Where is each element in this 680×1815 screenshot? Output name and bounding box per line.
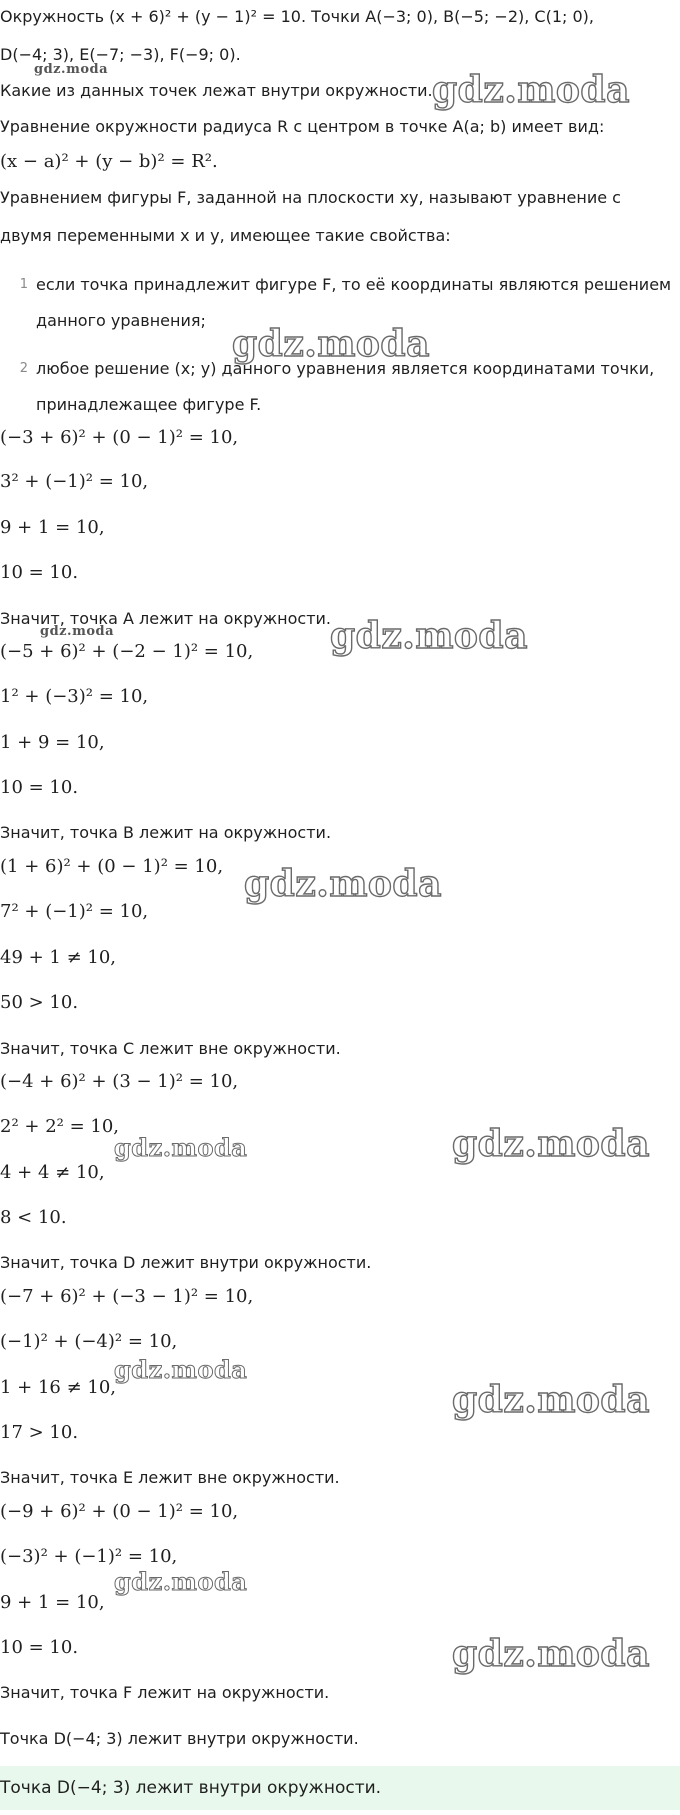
text-line: Значит, точка C лежит вне окружности.: [0, 1039, 341, 1058]
watermark-logo: gdz.moda: [40, 624, 115, 639]
text-line: любое решение (x; y) данного уравнения является координатами точки,: [36, 359, 655, 378]
math-line: (1 + 6)² + (0 − 1)² = 10,: [0, 856, 224, 877]
math-line: 10 = 10.: [0, 562, 79, 583]
math-line: 1 + 16 ≠ 10,: [0, 1377, 117, 1398]
watermark-logo: gdz.moda: [432, 69, 630, 111]
watermark-logo: gdz.moda: [232, 323, 430, 365]
answer-text: Точка D(−4; 3) лежит внутри окружности.: [0, 1778, 382, 1798]
math-line: 3² + (−1)² = 10,: [0, 471, 149, 492]
text-line: если точка принадлежит фигуре F, то её координаты являются решением: [36, 275, 672, 294]
text-line: Уравнение окружности радиуса R с центром в точке A(a; b) имеет вид:: [0, 117, 605, 136]
math-line: 1 + 9 = 10,: [0, 732, 105, 753]
text-line: Значит, точка F лежит на окружности.: [0, 1683, 330, 1702]
list-number: 1: [19, 277, 28, 292]
math-line: 50 > 10.: [0, 992, 79, 1013]
math-line: 1² + (−3)² = 10,: [0, 686, 149, 707]
text-line: Окружность (x + 6)² + (y − 1)² = 10. Точки A(−3; 0), B(−5; −2), C(1; 0),: [0, 7, 594, 26]
text-line: Уравнением фигуры F, заданной на плоскости xy, называют уравнение с: [0, 188, 621, 207]
math-line: 4 + 4 ≠ 10,: [0, 1162, 105, 1183]
watermark-logo: gdz.moda: [452, 1379, 650, 1421]
text-line: данного уравнения;: [36, 311, 206, 330]
math-line: 10 = 10.: [0, 777, 79, 798]
watermark-logo: gdz.moda: [452, 1123, 650, 1165]
math-line: (−7 + 6)² + (−3 − 1)² = 10,: [0, 1286, 254, 1307]
text-line: Точка D(−4; 3) лежит внутри окружности.: [0, 1729, 359, 1748]
text-line: D(−4; 3), E(−7; −3), F(−9; 0).: [0, 45, 241, 64]
math-line: 9 + 1 = 10,: [0, 517, 105, 538]
math-line: (−5 + 6)² + (−2 − 1)² = 10,: [0, 641, 254, 662]
watermark-logo: gdz.moda: [244, 863, 442, 905]
watermark-logo: gdz.moda: [330, 615, 528, 657]
text-line: Какие из данных точек лежат внутри окружности.: [0, 81, 433, 100]
math-line: 10 = 10.: [0, 1637, 79, 1658]
watermark-logo: gdz.moda: [452, 1633, 650, 1675]
watermark-logo: gdz.moda: [114, 1133, 248, 1162]
watermark-logo: gdz.moda: [114, 1567, 248, 1596]
math-line: (x − a)² + (y − b)² = R².: [0, 151, 218, 172]
math-line: 49 + 1 ≠ 10,: [0, 947, 117, 968]
math-line: (−3)² + (−1)² = 10,: [0, 1546, 178, 1567]
math-line: 17 > 10.: [0, 1422, 79, 1443]
math-line: (−3 + 6)² + (0 − 1)² = 10,: [0, 427, 239, 448]
list-number: 2: [19, 361, 28, 376]
math-line: 8 < 10.: [0, 1207, 67, 1228]
math-line: 7² + (−1)² = 10,: [0, 901, 149, 922]
text-line: Значит, точка E лежит вне окружности.: [0, 1468, 340, 1487]
math-line: 2² + 2² = 10,: [0, 1116, 120, 1137]
text-line: Значит, точка D лежит внутри окружности.: [0, 1253, 372, 1272]
math-line: (−9 + 6)² + (0 − 1)² = 10,: [0, 1501, 239, 1522]
watermark-logo: gdz.moda: [114, 1355, 248, 1384]
text-line: Значит, точка B лежит на окружности.: [0, 823, 332, 842]
text-line: Значит, точка A лежит на окружности.: [0, 609, 331, 628]
math-line: (−4 + 6)² + (3 − 1)² = 10,: [0, 1071, 239, 1092]
math-line: 9 + 1 = 10,: [0, 1592, 105, 1613]
text-line: принадлежащее фигуре F.: [36, 395, 262, 414]
watermark-logo: gdz.moda: [34, 62, 109, 77]
math-line: (−1)² + (−4)² = 10,: [0, 1331, 178, 1352]
text-line: двумя переменными x и y, имеющее такие свойства:: [0, 226, 451, 245]
